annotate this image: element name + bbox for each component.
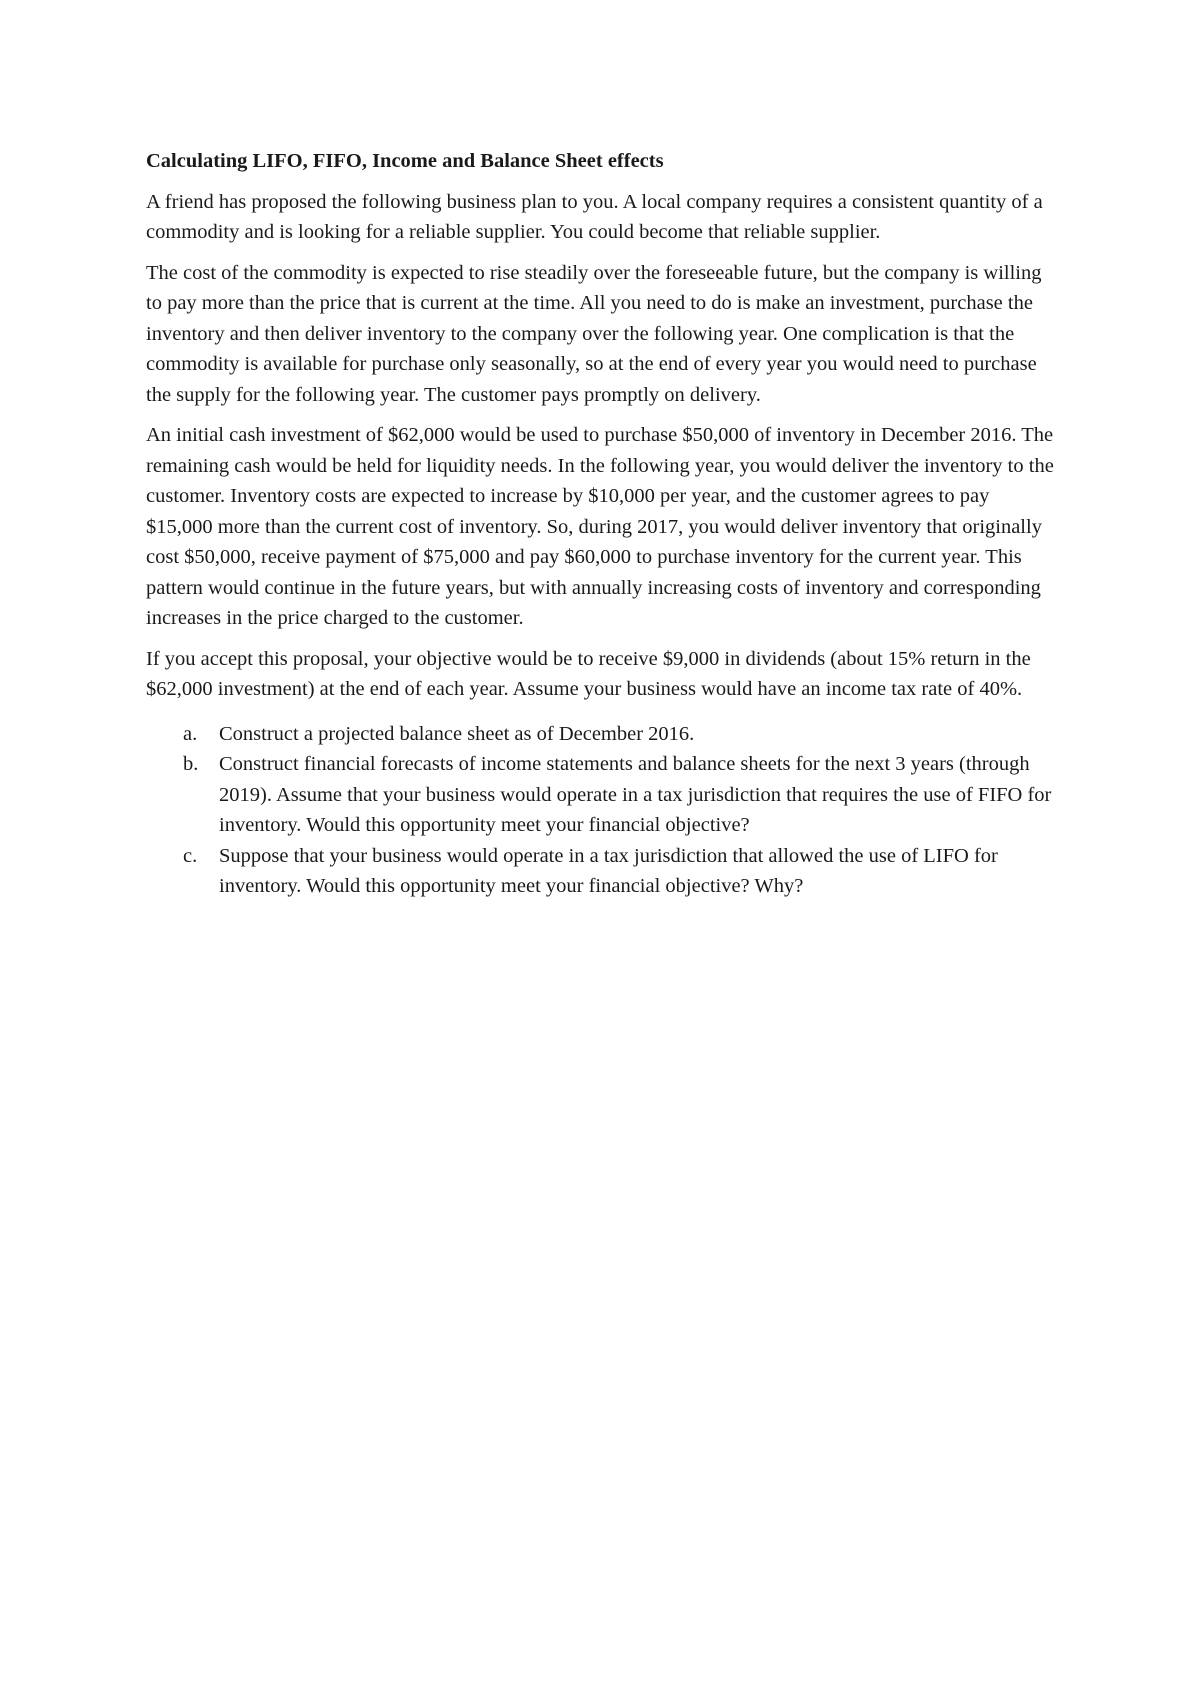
document-body [146, 146, 1056, 902]
list-item [146, 841, 1056, 902]
paragraph-commodity-cost: The cost of the commodity is expected to rise steadily over the foreseeable future, but the company is willing to pay more than the price that is current at the time. All you need to do is make an investment, purchase the inventory and then deliver inventory to the company over the following year. One complication is that the commodity is available for purchase only seasonally, so at the end of every year you would need to purchase the supply for the following year. The customer pays promptly on delivery. [146, 261, 1042, 406]
list-item-text: Construct financial forecasts of income statements and balance sheets for the next 3 years (through 2019). Assume that your business would operate in a tax jurisdiction that requires the use of FIFO for inventory. Would this opportunity meet your financial objective? [219, 753, 1052, 836]
paragraph-objective: If you accept this proposal, your objective would be to receive $9,000 in dividends (about 15% return in the $62,000 investment) at the end of each year. Assume your business would have an income tax rate of 40%. [146, 647, 1031, 700]
list-item-text: Suppose that your business would operate in a tax jurisdiction that allowed the use of LIFO for inventory. Would this opportunity meet your financial objective? Why? [219, 844, 998, 897]
list-item-text: Construct a projected balance sheet as of December 2016. [219, 722, 695, 745]
question-list [146, 719, 1056, 902]
list-marker: a. [183, 722, 198, 745]
list-marker: b. [183, 753, 199, 775]
paragraph-investment: An initial cash investment of $62,000 would be used to purchase $50,000 of inventory in December 2016. The remaining cash would be held for liquidity needs. In the following year, you would deliver the inventory to the customer. Inventory costs are expected to increase by $10,000 per year, and the customer agrees to pay $15,000 more than the current cost of inventory. So, during 2017, you would deliver inventory that originally cost $50,000, receive payment of $75,000 and pay $60,000 to purchase inventory for the current year. This pattern would continue in the future years, but with annually increasing costs of inventory and corresponding increases in the price charged to the customer. [146, 424, 1054, 629]
list-item [146, 749, 1056, 841]
list-marker: c. [183, 844, 198, 867]
document-title: Calculating LIFO, FIFO, Income and Balance Sheet effects [146, 150, 664, 172]
list-item [146, 719, 1056, 750]
paragraph-intro: A friend has proposed the following business plan to you. A local company requires a consistent quantity of a commodity and is looking for a reliable supplier. You could become that reliable supplier. [146, 190, 1043, 243]
